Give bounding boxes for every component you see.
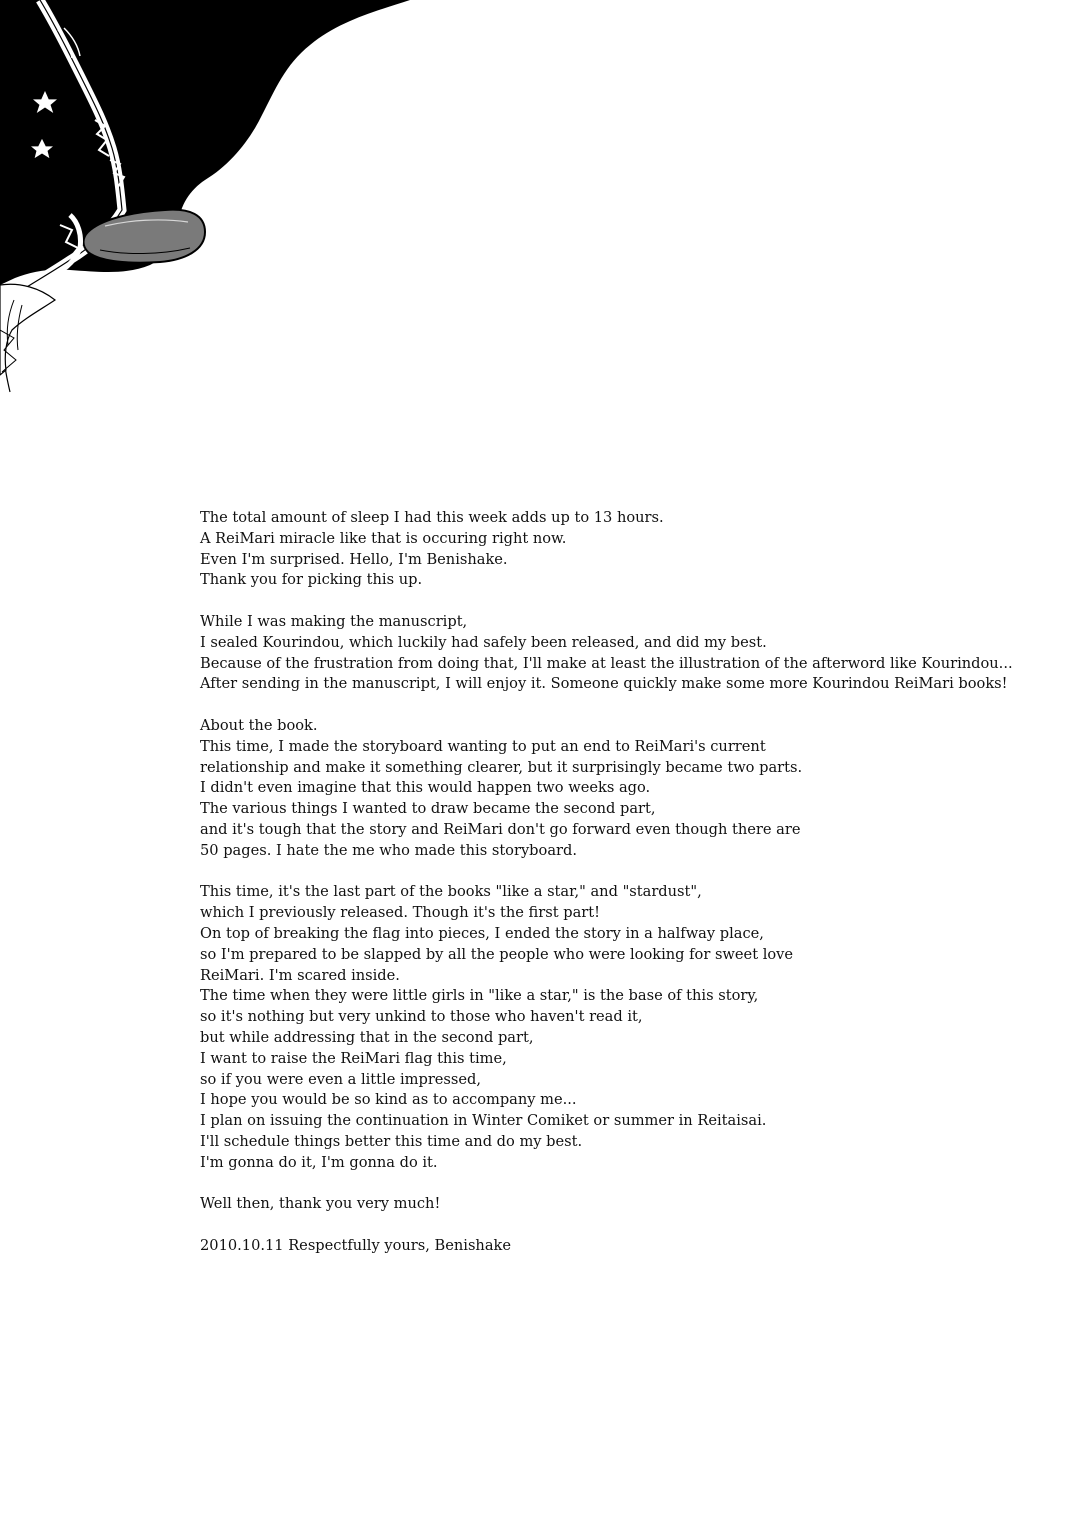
corner-illustration <box>0 0 420 400</box>
signature-line <box>200 1236 1060 1257</box>
text-line: I sealed Kourindou, which luckily had safely been released, and did my best. <box>200 633 767 651</box>
text-line: The time when they were little girls in "like a star," is the base of this story, <box>200 987 759 1005</box>
text-line: and it's tough that the story and ReiMari don't go forward even though there are <box>200 820 801 838</box>
text-line: The various things I wanted to draw became the second part, <box>200 800 656 818</box>
text-line: I plan on issuing the continuation in Winter Comiket or summer in Reitaisai. <box>200 1112 767 1130</box>
text-line: which I previously released. Though it's the first part! <box>200 904 600 922</box>
text-line: I hope you would be so kind as to accompany me... <box>200 1091 577 1109</box>
text-line: On top of breaking the flag into pieces, I ended the story in a halfway place, <box>200 924 764 942</box>
text-line: While I was making the manuscript, <box>200 612 468 630</box>
text-line: so if you were even a little impressed, <box>200 1070 482 1088</box>
text-line: but while addressing that in the second part, <box>200 1028 534 1046</box>
text-line: I want to raise the ReiMari flag this time, <box>200 1049 507 1067</box>
text-line: A ReiMari miracle like that is occuring right now. <box>200 529 567 547</box>
text-line: I'll schedule things better this time and do my best. <box>200 1132 583 1150</box>
text-line: 2010.10.11 Respectfully yours, Benishake <box>200 1236 512 1254</box>
paragraph <box>200 508 1060 591</box>
text-line: I'm gonna do it, I'm gonna do it. <box>200 1153 438 1171</box>
text-line: This time, it's the last part of the books "like a star," and "stardust", <box>200 883 702 901</box>
text-line: Thank you for picking this up. <box>200 571 423 589</box>
text-line: so it's nothing but very unkind to those who haven't read it, <box>200 1008 643 1026</box>
text-line: 50 pages. I hate the me who made this storyboard. <box>200 841 577 859</box>
paragraph <box>200 882 1060 1173</box>
text-line: Well then, thank you very much! <box>200 1195 441 1213</box>
text-line: so I'm prepared to be slapped by all the people who were looking for sweet love <box>200 945 794 963</box>
text-line: The total amount of sleep I had this week adds up to 13 hours. <box>200 509 664 526</box>
paragraph <box>200 1194 1060 1215</box>
paragraph <box>200 716 1060 862</box>
text-line: relationship and make it something clearer, but it surprisingly became two parts. <box>200 758 803 776</box>
text-line: This time, I made the storyboard wanting to put an end to ReiMari's current <box>200 737 766 755</box>
text-line: ReiMari. I'm scared inside. <box>200 966 400 984</box>
text-line: After sending in the manuscript, I will enjoy it. Someone quickly make some more Kourindou ReiMari books! <box>200 675 1008 693</box>
text-line: Even I'm surprised. Hello, I'm Benishake. <box>200 550 508 568</box>
text-line: Because of the frustration from doing that, I'll make at least the illustration of the afterword like Kourindou... <box>200 654 1013 672</box>
text-line: I didn't even imagine that this would happen two weeks ago. <box>200 779 651 797</box>
afterword-text <box>200 508 1060 1277</box>
text-line: About the book. <box>200 716 318 734</box>
paragraph <box>200 612 1060 695</box>
